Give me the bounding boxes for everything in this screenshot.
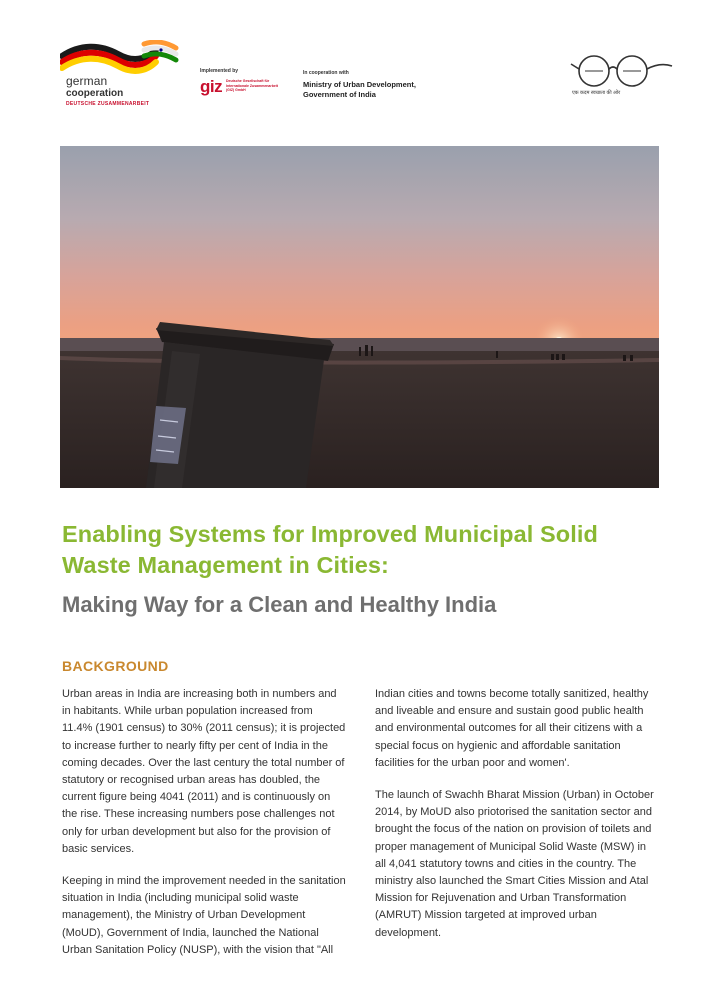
body-column-left bbox=[62, 686, 346, 974]
swachh-bharat-logo bbox=[568, 52, 676, 102]
paragraph: Urban areas in India are increasing both in numbers and in habitants. While urban population increased from 11.4% (1901 census) to 30% (2011 census); it is projected to increase further to nearly fifty per cent of India in the coming decades. Over the last century the total number of statutory or recognised urban areas has doubled, the current figure being 4041 (2011) and is continuously on the rise. These increasing numbers pose challenges not only for urban development but also for the provision of basic services. bbox=[62, 688, 346, 855]
german-logo-line1: german bbox=[66, 74, 108, 88]
paragraph: Indian cities and towns become totally sanitized, healthy and liveable and ensure and sustain good public health and environmental outcomes for all their citizens with a special focus on hygienic and affordable sanitation facilities for the urban poor and women'. bbox=[375, 688, 649, 769]
german-logo-line3: DEUTSCHE ZUSAMMENARBEIT bbox=[66, 101, 150, 107]
swachh-bharat-tagline: एक कदम स्वच्छता की ओर bbox=[572, 90, 621, 96]
giz-mark: giz bbox=[200, 77, 223, 96]
document-subtitle: Making Way for a Clean and Healthy India bbox=[62, 592, 497, 617]
beach-sunset-illustration bbox=[60, 146, 659, 488]
document-title bbox=[62, 519, 662, 581]
garbage-bin-illustration bbox=[146, 322, 334, 488]
german-cooperation-logo bbox=[60, 40, 190, 112]
implemented-by-label: Implemented by bbox=[200, 68, 239, 74]
german-logo-line2: cooperation bbox=[66, 88, 124, 99]
gandhi-spectacles-icon bbox=[568, 52, 676, 90]
body-column-right bbox=[375, 686, 659, 957]
german-india-flag-icon bbox=[60, 40, 180, 76]
title-line-2: Waste Management in Cities: bbox=[62, 552, 389, 578]
cooperation-label: In cooperation with bbox=[303, 70, 349, 76]
cooperation-ministry: Ministry of Urban Development, bbox=[303, 80, 416, 89]
cooperation-government: Government of India bbox=[303, 90, 376, 99]
paragraph: The launch of Swachh Bharat Mission (Urban) in October 2014, by MoUD also priotorised the sanitation sector and brought the focus of the nation on provision of toilets and proper management of Municipal Solid Waste (MSW) in all 4,041 statutory towns and cities in the country. The ministry also launched the Smart Cities Mission and Atal Mission for Rejuvenation and Urban Transformation (AMRUT) Mission targeted at improved urban development. bbox=[375, 789, 654, 939]
giz-logo bbox=[200, 68, 290, 104]
section-heading-background: BACKGROUND bbox=[62, 658, 169, 674]
giz-fullname: Deutsche Gesellschaft für Internationale Zusammenarbeit (GIZ) GmbH bbox=[226, 79, 278, 92]
hero-photo-beach-sunset bbox=[60, 146, 659, 488]
title-line-1: Enabling Systems for Improved Municipal Solid bbox=[62, 521, 598, 547]
cooperation-block bbox=[303, 70, 463, 100]
paragraph: Keeping in mind the improvement needed in the sanitation situation in India (including municipal solid waste management), the Ministry of Urban Development (MoUD), Government of India, launched the National Urban Sanitation Policy (NUSP), with the vision that "All bbox=[62, 875, 346, 956]
